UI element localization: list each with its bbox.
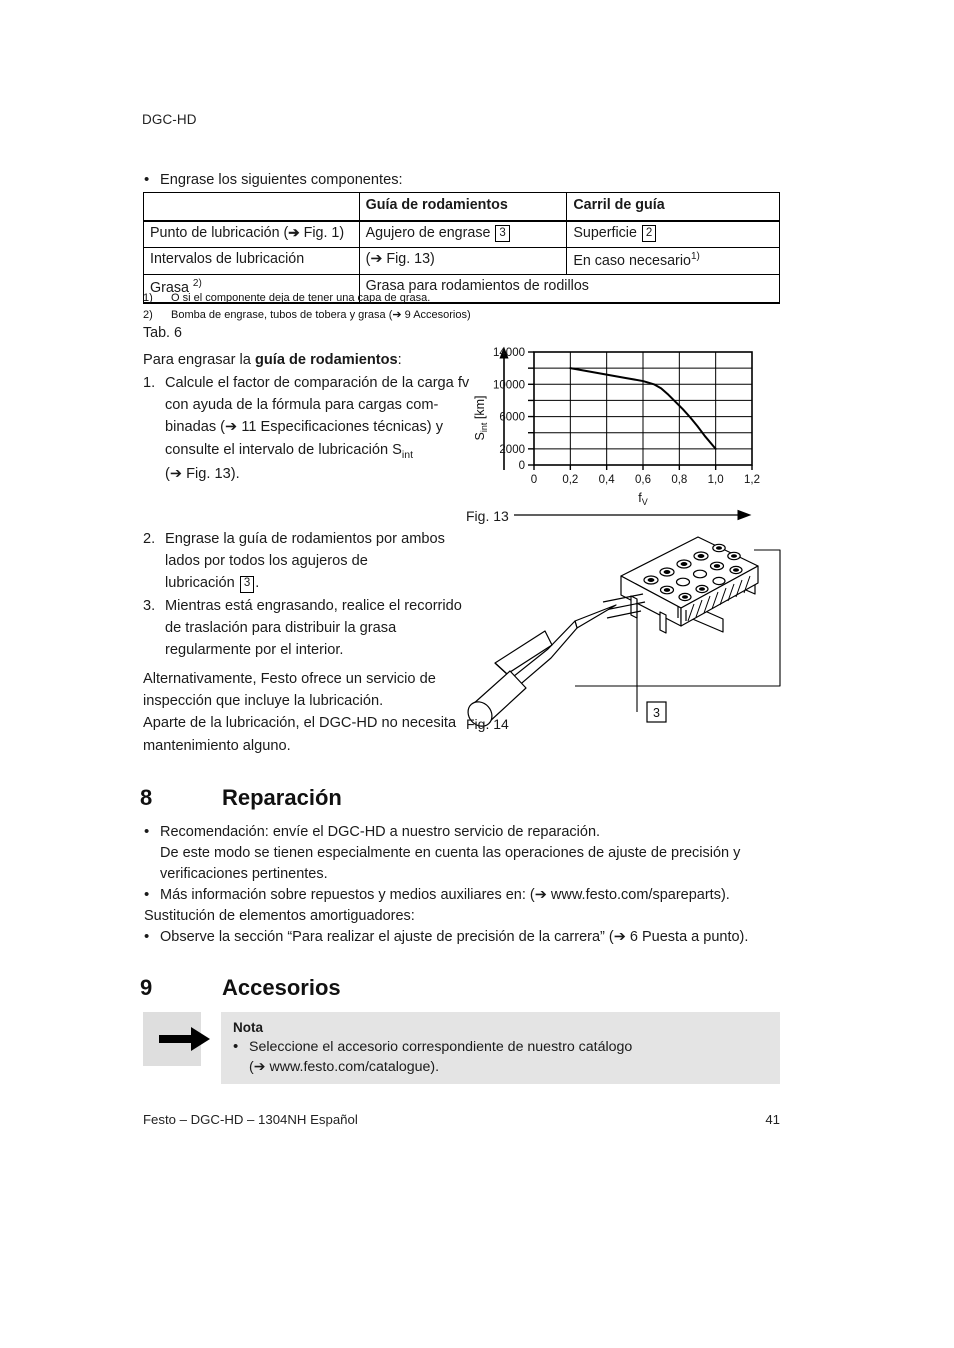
cell-surface: Superficie 2 bbox=[567, 221, 780, 247]
note-bullet-text: Seleccione el accesorio correspondiente de nuestro catálogo (➔ www.festo.com/catalogue). bbox=[249, 1039, 633, 1076]
table-header-blank bbox=[144, 193, 360, 221]
section-9-title: Accesorios bbox=[222, 975, 341, 1000]
step-2-number: 2. bbox=[143, 531, 156, 547]
bullet-dot-icon: • bbox=[144, 928, 150, 946]
table-caption: Tab. 6 bbox=[143, 325, 182, 341]
section-8-bullet-2 bbox=[144, 885, 784, 906]
footnote-1-text: O si el componente deja de tener una capa de grasa. bbox=[171, 292, 431, 304]
footnote-2 bbox=[143, 307, 613, 324]
lubrication-table bbox=[143, 192, 780, 304]
cell-grease-value: Grasa para rodamientos de rodillos bbox=[359, 275, 779, 303]
fig14-svg bbox=[455, 520, 785, 735]
step-3-number: 3. bbox=[143, 597, 156, 614]
figure-14-callout-3 bbox=[647, 702, 666, 722]
callout-box-3: 3 bbox=[240, 576, 254, 593]
callout-box-2: 2 bbox=[642, 225, 656, 242]
intro-bullet bbox=[144, 170, 764, 190]
svg-text:14000: 14000 bbox=[493, 347, 525, 359]
arrow-right-icon bbox=[159, 1026, 211, 1052]
table-header-guide-rail: Carril de guía bbox=[567, 193, 780, 221]
note-bullet bbox=[233, 1037, 770, 1077]
section-9-heading bbox=[140, 975, 640, 1005]
footnote-marker-1: 1) bbox=[690, 250, 700, 262]
procedure-intro: Para engrasar la guía de rodamientos: bbox=[143, 352, 402, 368]
footnote-1 bbox=[143, 290, 613, 307]
chart-y-ticks bbox=[528, 352, 534, 465]
chart-y-axis-title: $S_{int}$ [km] bbox=[473, 395, 489, 441]
figure-13-chart bbox=[462, 340, 792, 525]
section-8-title: Reparación bbox=[222, 785, 342, 810]
svg-text:0: 0 bbox=[518, 460, 525, 472]
procedure-step-1 bbox=[143, 372, 473, 486]
table-header-bearing-guide: Guía de rodamientos bbox=[359, 193, 567, 221]
cell-grease-label: Grasa $^{2)}$ bbox=[144, 275, 360, 303]
svg-text:0,2: 0,2 bbox=[562, 474, 579, 486]
section-8-body bbox=[144, 822, 784, 948]
section-8-bullet-3 bbox=[144, 927, 784, 948]
cell-lubrication-intervals: Intervalos de lubricación bbox=[144, 247, 360, 275]
closing-paragraph: Alternativamente, Festo ofrece un servicio de inspección que incluye la lubricación. Aparte de la lubricación, el DGC-HD no necesita mantenimiento alguno. bbox=[143, 671, 457, 754]
section-8-bullet-1 bbox=[144, 822, 784, 843]
grease-gun-tip bbox=[575, 605, 616, 628]
chart-svg bbox=[462, 340, 792, 525]
svg-text:0,6: 0,6 bbox=[635, 474, 651, 486]
section-8-bullet-1-cont-line-2: verificaciones pertinentes. bbox=[160, 866, 328, 883]
section-8-heading bbox=[140, 785, 640, 815]
cell-fig13-ref: (➔ Fig. 13) bbox=[359, 247, 567, 275]
step-2-text: Engrase la guía de rodamientos por ambos lados por todos los agujeros de lubricación 3 . bbox=[165, 531, 445, 592]
footer-left-text: Festo – DGC-HD – 1304NH Español bbox=[143, 1112, 358, 1127]
sint-subscript: int bbox=[401, 448, 413, 461]
table-header-row bbox=[144, 193, 780, 221]
svg-text:1,0: 1,0 bbox=[707, 474, 724, 486]
footnote-marker-2: 2) bbox=[192, 278, 202, 290]
intro-bullet-text: Engrase los siguientes componentes: bbox=[160, 172, 403, 188]
note-title: Nota bbox=[233, 1020, 263, 1035]
figure-14-caption: Fig. 14 bbox=[466, 716, 509, 732]
section-8-bullet-2-text: Más información sobre repuestos y medios auxiliares en: (➔ www.festo.com/spareparts). bbox=[160, 887, 730, 904]
note-content-panel bbox=[221, 1012, 780, 1084]
svg-text:0,4: 0,4 bbox=[598, 474, 615, 486]
callout-box-3: 3 bbox=[495, 225, 509, 242]
chart-y-ticklabels bbox=[493, 347, 525, 472]
svg-text:2000: 2000 bbox=[499, 443, 525, 456]
figure-13-caption: Fig. 13 bbox=[466, 508, 509, 524]
running-head: DGC-HD bbox=[142, 112, 197, 127]
table-footnotes bbox=[143, 290, 613, 324]
section-8-plain-text: Sustitución de elementos amortiguadores: bbox=[144, 908, 415, 925]
table-row bbox=[144, 221, 780, 247]
footnote-1-mark: 1) bbox=[143, 292, 153, 304]
footnote-2-mark: 2) bbox=[143, 309, 153, 322]
bullet-dot-icon: • bbox=[144, 823, 150, 840]
bullet-dot-icon: • bbox=[144, 171, 150, 188]
step-3-text: Mientras está engrasando, realice el recorrido de traslación para distribuir la grasa regularmente por el interior. bbox=[165, 597, 462, 658]
step-1-text: Calcule el factor de comparación de la carga fv con ayuda de la fórmula para cargas com- binadas (➔ 11 Especificaciones técnicas) y consulte el intervalo de lubricación $S_{int}$ (➔ Fig. 13). bbox=[165, 375, 470, 483]
svg-text:1,2: 1,2 bbox=[744, 474, 760, 486]
procedure-steps-2-3 bbox=[143, 528, 473, 661]
svg-text:0,8: 0,8 bbox=[671, 474, 688, 486]
page-footer bbox=[143, 1112, 780, 1127]
bullet-dot-icon: • bbox=[233, 1038, 239, 1055]
x-direction-arrow bbox=[514, 511, 750, 520]
chart-x-ticklabels bbox=[531, 474, 760, 486]
footer-page-number: 41 bbox=[765, 1112, 780, 1127]
svg-text:3: 3 bbox=[653, 706, 660, 720]
section-8-number: 8 bbox=[140, 785, 153, 810]
chart-gridlines bbox=[534, 352, 752, 465]
bullet-dot-icon: • bbox=[144, 886, 150, 904]
note-box bbox=[143, 1012, 780, 1084]
table-row bbox=[144, 247, 780, 275]
cell-grease-hole: Agujero de engrase 3 bbox=[359, 221, 567, 247]
svg-text:6000: 6000 bbox=[499, 411, 525, 424]
section-9-number: 9 bbox=[140, 975, 153, 1000]
step-1-number: 1. bbox=[143, 375, 156, 391]
arrow-right-icon: ➔ bbox=[288, 224, 300, 240]
procedure-step-3 bbox=[143, 595, 473, 662]
section-8-bullet-1-cont-line-1: De este modo se tienen especialmente en cuenta las operaciones de ajuste de precisión y bbox=[160, 845, 741, 862]
svg-text:10000: 10000 bbox=[493, 379, 525, 392]
cell-lubrication-point: Punto de lubricación (➔ Fig. 1) bbox=[144, 221, 360, 247]
procedure-step-2 bbox=[143, 528, 473, 595]
section-8-bullet-3-text: Observe la sección “Para realizar el ajuste de precisión de la carrera” (➔ 6 Puesta a punto). bbox=[160, 929, 749, 946]
figure-14-illustration bbox=[455, 520, 785, 735]
cell-when-necessary: En caso necesario$^{1)}$ bbox=[567, 247, 780, 275]
section-8-bullet-1-text: Recomendación: envíe el DGC-HD a nuestro servicio de reparación. bbox=[160, 824, 601, 840]
footnote-2-text: Bomba de engrase, tubos de tobera y grasa (➔ 9 Accesorios) bbox=[171, 309, 471, 322]
chart-x-axis-title: $f_V$ bbox=[638, 491, 648, 507]
svg-text:0: 0 bbox=[530, 474, 538, 486]
